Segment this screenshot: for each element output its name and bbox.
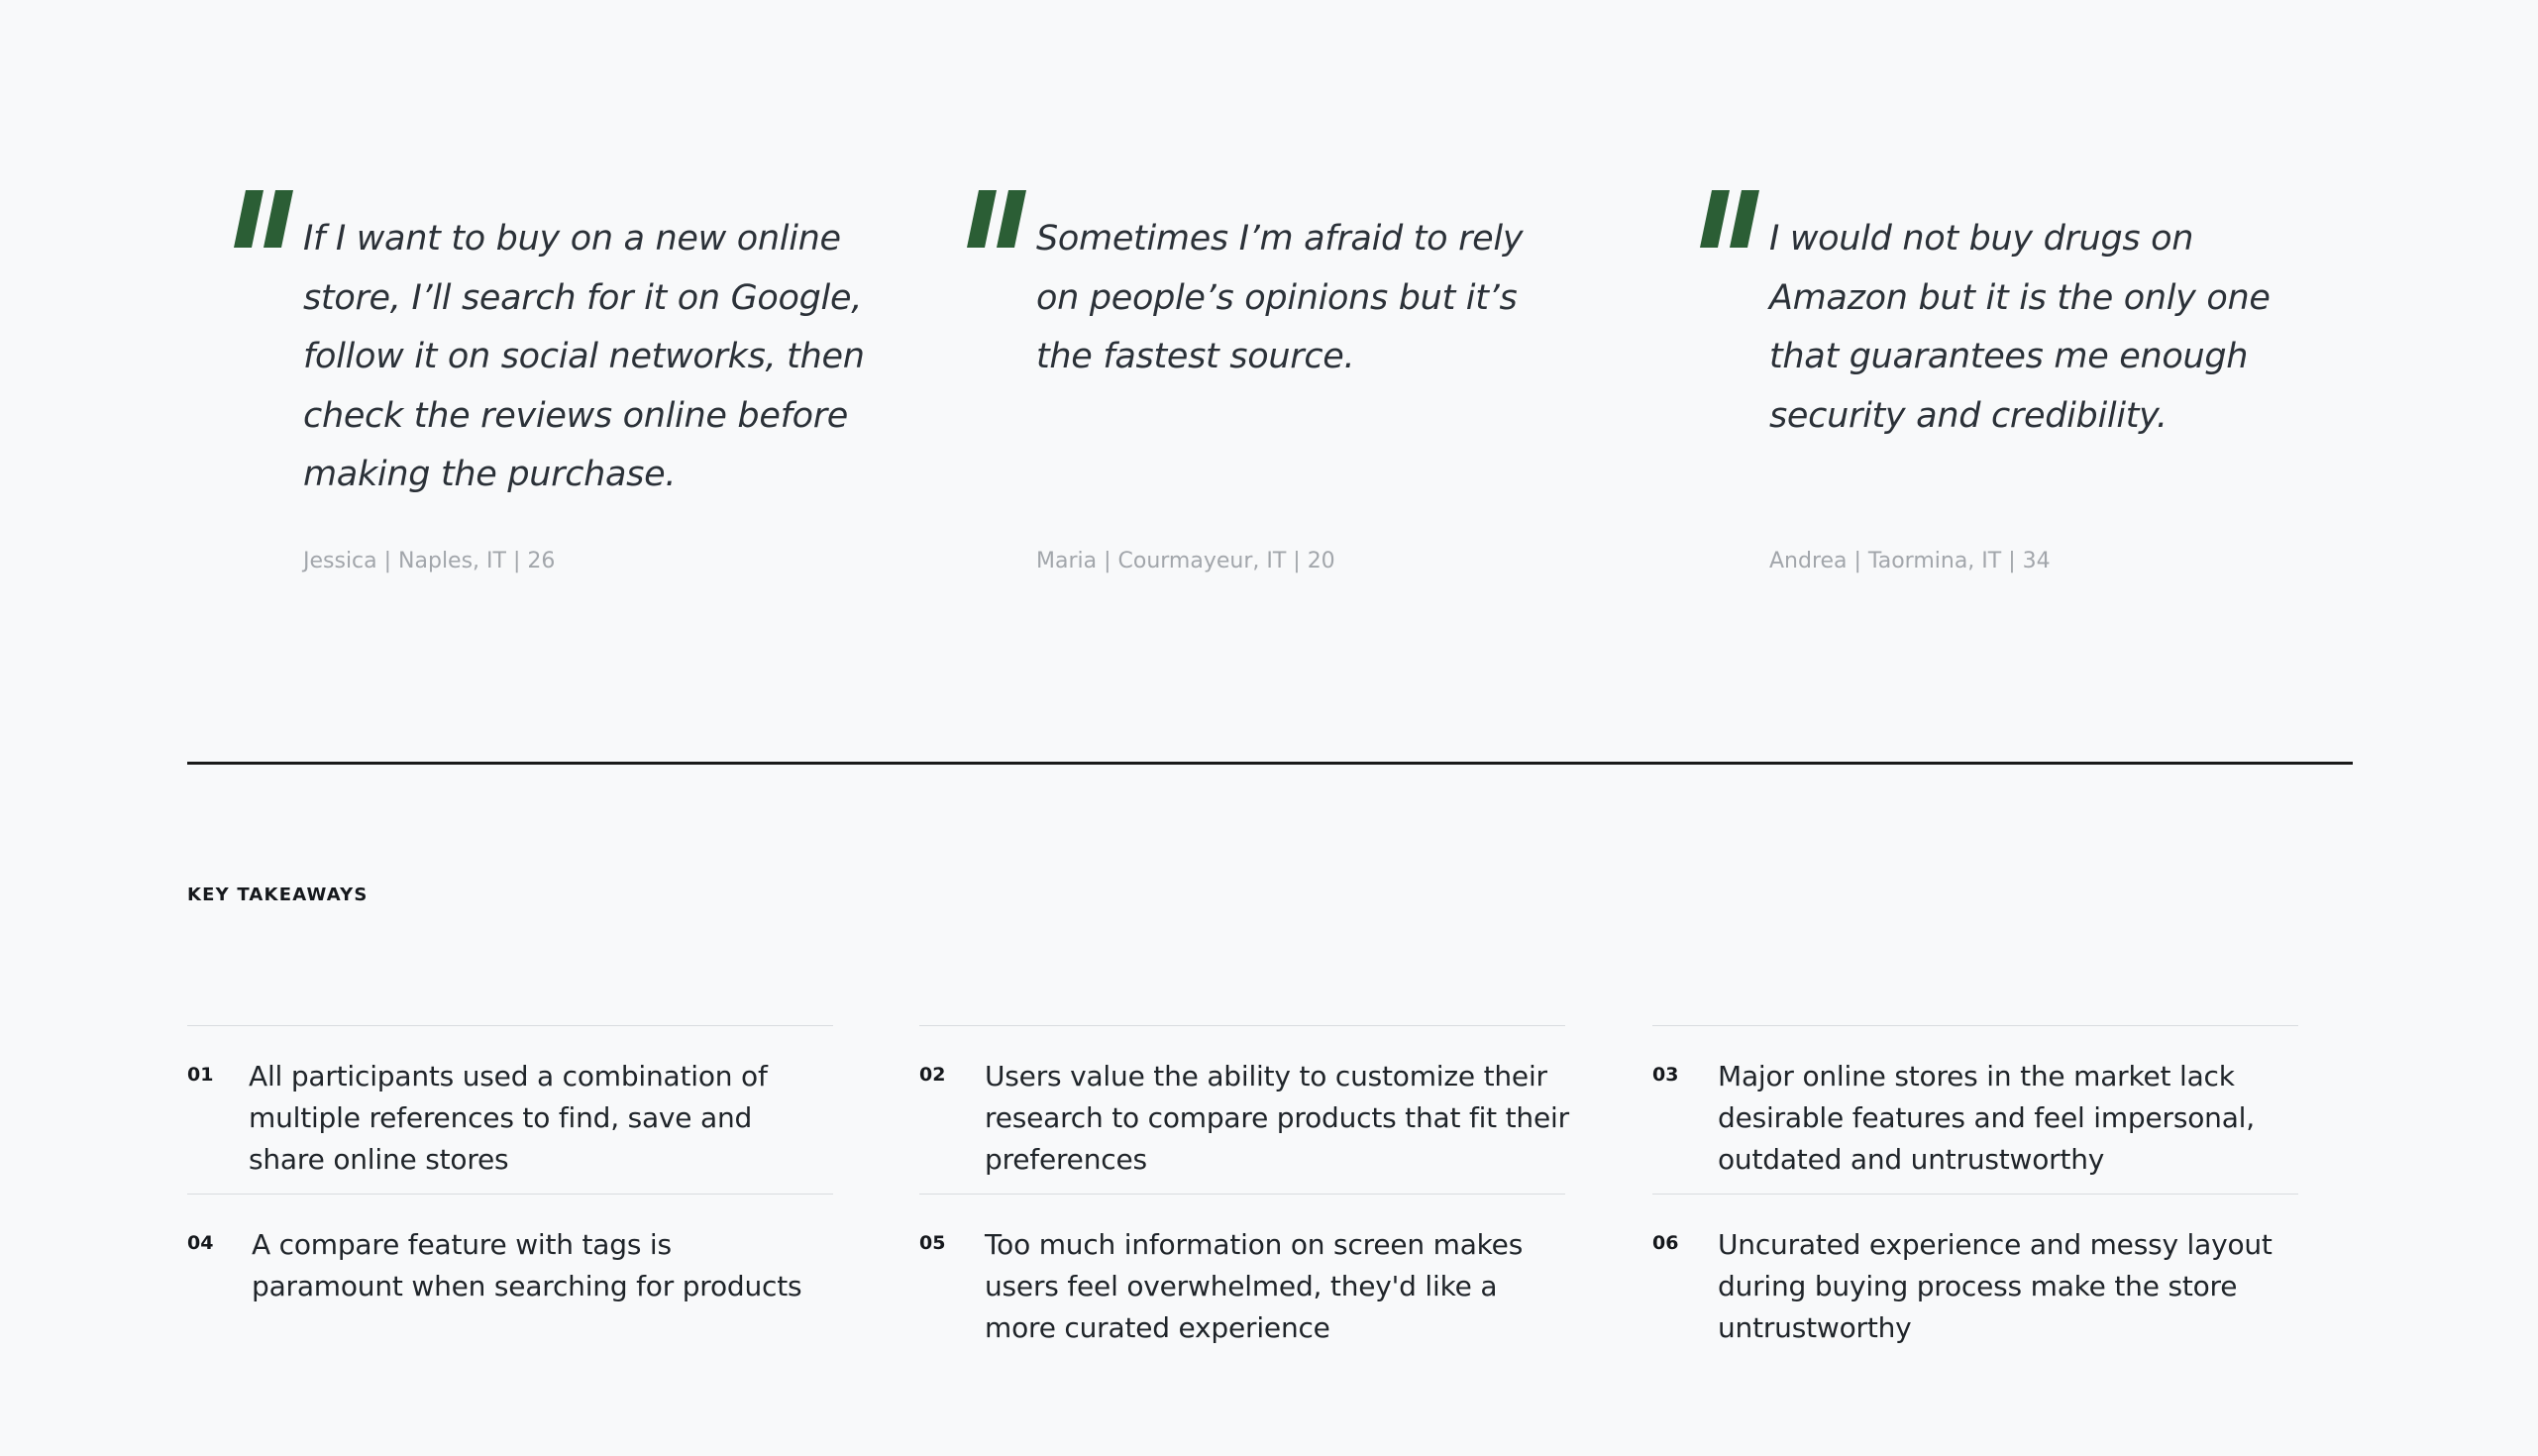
takeaway-item xyxy=(187,1025,833,1192)
takeaway-item xyxy=(919,1025,1569,1192)
testimonial-quote: I would not buy drugs on Amazon but it is the only one that guarantees me enough security and credibility. xyxy=(1769,219,2271,436)
takeaway-number: 02 xyxy=(919,1064,946,1086)
quote-mark-icon xyxy=(1700,188,1765,250)
testimonial-quote: If I want to buy on a new online store, I’ll search for it on Google, follow it on social networks, then check the reviews online before making the purchase. xyxy=(303,219,865,494)
section-divider xyxy=(187,762,2353,765)
takeaway-item xyxy=(1652,1025,2298,1192)
testimonial-author: Maria | Courmayeur, IT | 20 xyxy=(1036,549,1335,573)
testimonials-section xyxy=(0,0,2538,693)
quote-mark-icon xyxy=(967,188,1032,250)
takeaway-text: Uncurated experience and messy layout during buying process make the store untrustworthy xyxy=(1718,1228,2273,1344)
takeaway-text: Too much information on screen makes users feel overwhelmed, they'd like a more curated experience xyxy=(985,1228,1524,1344)
takeaway-text: Major online stores in the market lack desirable features and feel impersonal, outdated and untrustworthy xyxy=(1718,1060,2255,1176)
takeaway-number: 03 xyxy=(1652,1064,1679,1086)
testimonial-author: Andrea | Taormina, IT | 34 xyxy=(1769,549,2051,573)
takeaway-text: Users value the ability to customize their research to compare products that fit their preferences xyxy=(985,1060,1569,1176)
testimonial-quote: Sometimes I’m afraid to rely on people’s opinions but it’s the fastest source. xyxy=(1036,219,1524,376)
testimonial-author: Jessica | Naples, IT | 26 xyxy=(303,549,556,573)
takeaway-text: A compare feature with tags is paramount when searching for products xyxy=(252,1228,802,1302)
section-title: KEY TAKEAWAYS xyxy=(187,884,369,905)
quote-mark-icon xyxy=(234,188,299,250)
takeaway-item xyxy=(1652,1194,2298,1360)
takeaway-item xyxy=(919,1194,1565,1360)
takeaway-item xyxy=(187,1194,833,1360)
takeaway-number: 06 xyxy=(1652,1232,1679,1254)
takeaway-number: 01 xyxy=(187,1064,214,1086)
takeaway-number: 04 xyxy=(187,1232,214,1254)
takeaway-text: All participants used a combination of multiple references to find, save and share online stores xyxy=(249,1060,768,1176)
takeaway-number: 05 xyxy=(919,1232,946,1254)
